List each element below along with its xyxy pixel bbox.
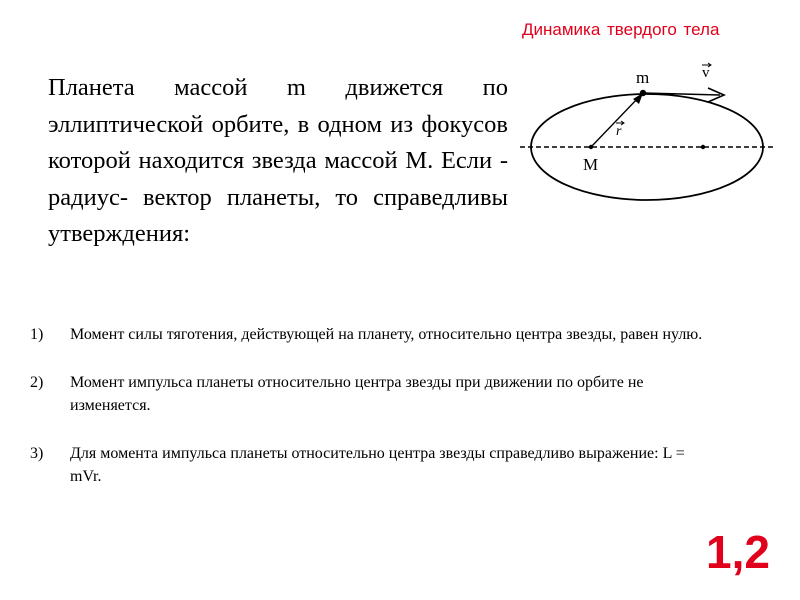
option-number: 2) <box>30 373 44 391</box>
slide-topic-title: Динамика твердого тела <box>522 20 720 39</box>
star-mass-label: M <box>583 155 599 174</box>
option-text: Момент силы тяготения, действующей на планету, относительно центра звезды, равен нулю. <box>70 326 703 343</box>
option-item-2 <box>30 371 720 418</box>
radius-vector-label: r <box>616 124 622 139</box>
second-focus-point <box>701 145 705 149</box>
option-item-3 <box>30 442 720 489</box>
planet-mass-label: m <box>636 68 650 87</box>
velocity-label: v <box>702 65 710 81</box>
orbit-diagram <box>520 55 780 205</box>
option-item-1 <box>30 323 720 347</box>
problem-statement: Планета массой m движется по эллиптической орбите, в одном из фокусов которой находится звезда массой М. Если - радиус- вектор планеты, то справедливы утверждения: <box>48 74 508 247</box>
answer-options-list <box>30 323 720 513</box>
option-number: 1) <box>30 326 44 343</box>
radius-vector-line <box>591 96 640 147</box>
option-number: 3) <box>30 444 44 462</box>
option-text: Для момента импульса планеты относительно центра звезды справедливо выражение: L = mVr. <box>70 444 685 485</box>
option-text: Момент импульса планеты относительно центра звезды при движении по орбите не изменяется. <box>70 373 644 414</box>
correct-answer: 1,2 <box>706 526 770 578</box>
